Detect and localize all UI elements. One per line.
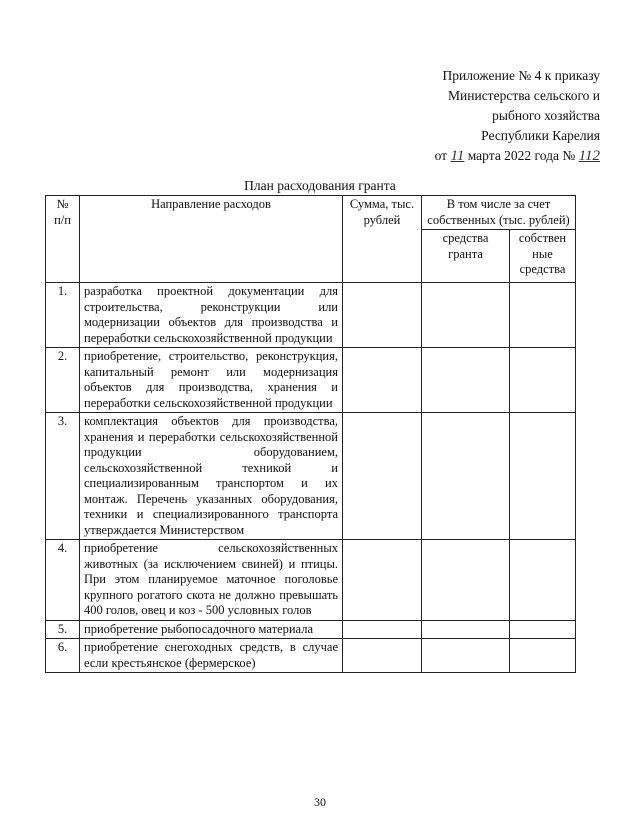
row-direction: приобретение снегоходных средств, в случае если крестьянское (фермерское) xyxy=(80,639,343,673)
header-date-line xyxy=(435,146,600,166)
row-sum-cell xyxy=(343,283,422,348)
row-direction: разработка проектной документации для строительства, реконструкции или модернизации объектов для производства и переработки сельскохозяйственной продукции xyxy=(80,283,343,348)
row-direction: приобретение рыбопосадочного материала xyxy=(80,620,343,639)
header-line-2: Министерства сельского и xyxy=(448,88,600,103)
row-number: 4. xyxy=(46,540,80,621)
row-number: 5. xyxy=(46,620,80,639)
col-header-num: № п/п xyxy=(46,196,80,283)
row-direction: приобретение сельскохозяйственных животных (за исключением свиней) и птицы. При этом планируемое маточное поголовье крупного рогатого скота не должно превышать 400 голов, овец и коз - 500 условных голов xyxy=(80,540,343,621)
table-row xyxy=(46,283,576,348)
table-row xyxy=(46,620,576,639)
header-line-4: Республики Карелия xyxy=(481,128,600,143)
table-row xyxy=(46,413,576,540)
row-grant-funds-cell xyxy=(422,639,510,673)
header-row-1 xyxy=(46,196,576,230)
col-header-including: В том числе за счет собственных (тыс. рублей) xyxy=(422,196,576,230)
row-number: 2. xyxy=(46,348,80,413)
table-row xyxy=(46,639,576,673)
row-sum-cell xyxy=(343,639,422,673)
row-grant-funds-cell xyxy=(422,620,510,639)
table-row xyxy=(46,540,576,621)
row-sum-cell xyxy=(343,348,422,413)
row-grant-funds-cell xyxy=(422,413,510,540)
col-header-grant-funds: средства гранта xyxy=(422,230,510,283)
date-prefix: от xyxy=(434,148,448,163)
row-own-funds-cell xyxy=(510,413,576,540)
row-sum-cell xyxy=(343,413,422,540)
row-own-funds-cell xyxy=(510,639,576,673)
row-own-funds-cell xyxy=(510,620,576,639)
table-title: План расходования гранта xyxy=(244,178,396,193)
header-line-1: Приложение № 4 к приказу xyxy=(442,68,600,83)
col-header-own-funds: собствен ные средства xyxy=(510,230,576,283)
order-number: 112 xyxy=(578,148,600,164)
row-sum-cell xyxy=(343,540,422,621)
col-header-direction: Направление расходов xyxy=(80,196,343,283)
row-own-funds-cell xyxy=(510,540,576,621)
header-line-3: рыбного хозяйства xyxy=(492,108,600,123)
row-direction: комплектация объектов для производства, хранения и переработки сельскохозяйственной продукции оборудованием, сельскохозяйственной техникой и специализированным транспортом и их монтаж. Перечень указанных оборудования, техники и специализированного транспорта утверждается Министерством xyxy=(80,413,343,540)
row-grant-funds-cell xyxy=(422,348,510,413)
row-own-funds-cell xyxy=(510,283,576,348)
document-header xyxy=(435,66,600,166)
row-number: 1. xyxy=(46,283,80,348)
row-own-funds-cell xyxy=(510,348,576,413)
page-number: 30 xyxy=(314,795,326,809)
date-day: 11 xyxy=(450,148,465,164)
row-direction: приобретение, строительство, реконструкция, капитальный ремонт или модернизация объектов для производства, хранения и переработки сельскохозяйственной продукции xyxy=(80,348,343,413)
grant-plan-table xyxy=(45,195,576,673)
row-sum-cell xyxy=(343,620,422,639)
col-header-sum: Сумма, тыс. рублей xyxy=(343,196,422,283)
date-text: марта 2022 года № xyxy=(467,148,576,163)
row-grant-funds-cell xyxy=(422,283,510,348)
row-number: 3. xyxy=(46,413,80,540)
row-grant-funds-cell xyxy=(422,540,510,621)
row-number: 6. xyxy=(46,639,80,673)
table-row xyxy=(46,348,576,413)
